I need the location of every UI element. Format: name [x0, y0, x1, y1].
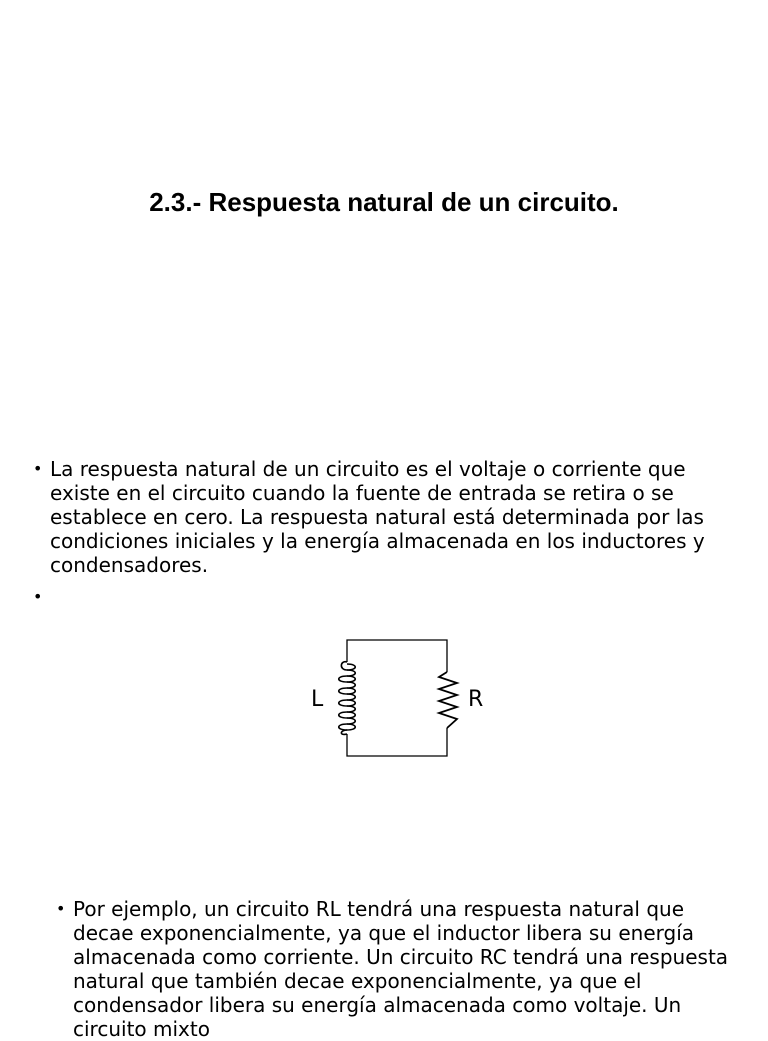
rl-circuit-diagram: [300, 630, 500, 765]
resistor-icon: [439, 672, 457, 728]
bullet-item: [56, 897, 733, 1041]
resistor-label: R: [468, 687, 484, 712]
bullet-item: [33, 457, 720, 577]
bullet-icon: •: [56, 899, 66, 918]
circuit-wire: [347, 728, 447, 756]
bullet-list-intro: [33, 457, 720, 577]
circuit-wire: [347, 640, 447, 672]
inductor-icon: [339, 662, 356, 735]
bullet-text: Por ejemplo, un circuito RL tendrá una respuesta natural que decae exponencialmente, ya que el inductor libera su energía almacenada como corriente. Un circuito RC tendrá una respuesta natural que también decae exponencialmente, ya que el condensador libera su energía almacenada como voltaje. Un circuito mixto: [73, 897, 729, 1041]
bullet-icon: •: [33, 459, 43, 478]
inductor-label: L: [311, 687, 324, 712]
slide-title: 2.3.- Respuesta natural de un circuito.: [149, 187, 619, 217]
empty-bullet-icon: •: [33, 587, 43, 606]
bullet-list-example: [56, 897, 733, 1041]
bullet-text: La respuesta natural de un circuito es el voltaje o corriente que existe en el circuito cuando la fuente de entrada se retira o se establece en cero. La respuesta natural está determinada por las condiciones iniciales y la energía almacenada en los inductores y condensadores.: [50, 457, 705, 577]
